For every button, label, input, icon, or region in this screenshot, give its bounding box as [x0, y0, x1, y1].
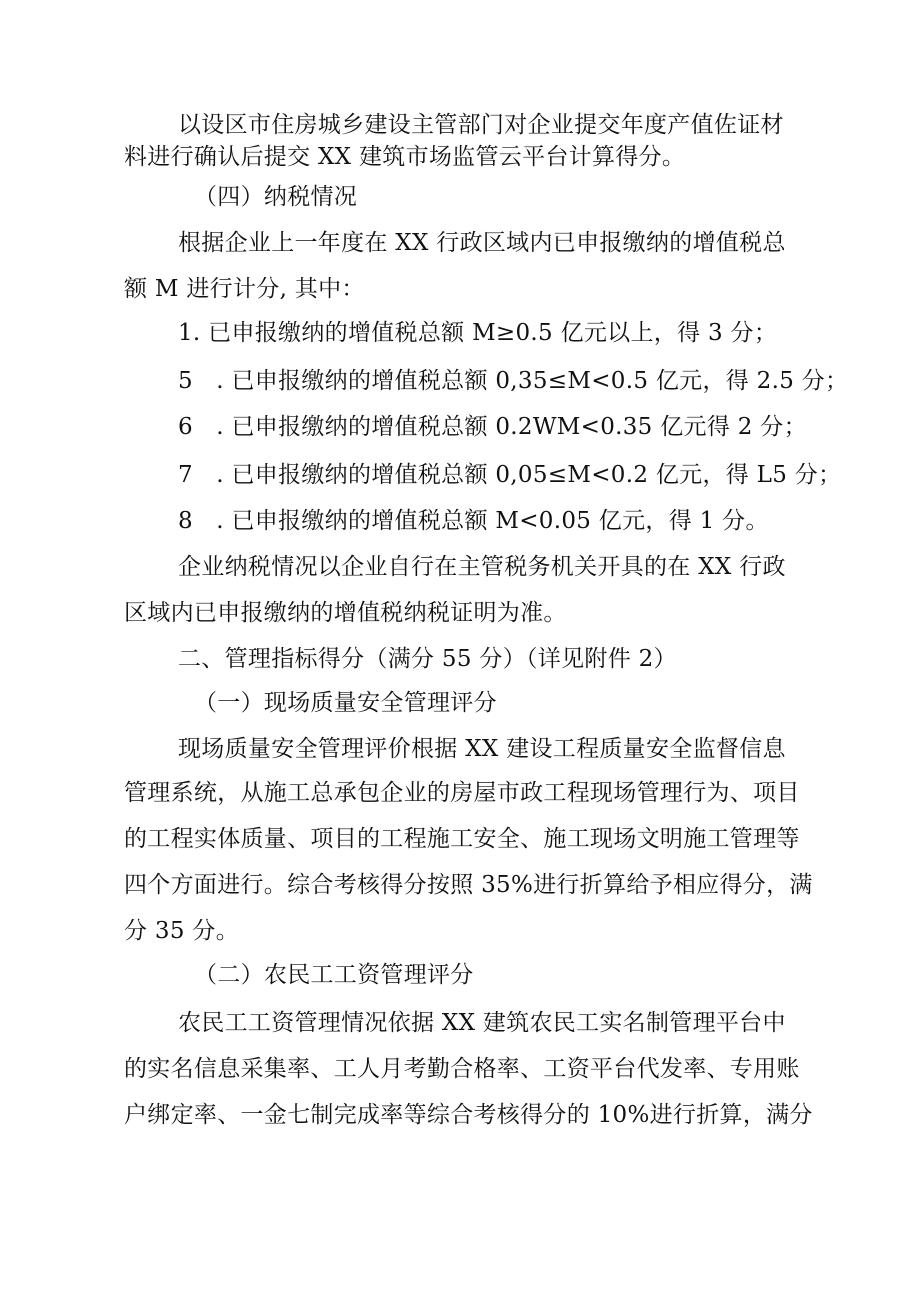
paragraph-line: 的工程实体质量、项目的工程施工安全、施工现场文明施工管理等: [124, 826, 800, 852]
paragraph-line: 管理系统，从施工总承包企业的房屋市政工程现场管理行为、项目: [124, 780, 800, 806]
paragraph-line: 的实名信息采集率、工人月考勤合格率、工资平台代发率、专用账: [124, 1056, 800, 1082]
paragraph-line: 农民工工资管理情况依据 XX 建筑农民工实名制管理平台中: [178, 1010, 786, 1036]
list-item: 6 . 已申报缴纳的增值税总额 0.2WM<0.35 亿元得 2 分；: [178, 414, 807, 440]
paragraph-line: 以设区市住房城乡建设主管部门对企业提交年度产值佐证材: [178, 112, 784, 138]
section-heading-management: 二、管理指标得分（满分 55 分）（详见附件 2）: [178, 646, 677, 672]
paragraph-line: 四个方面进行。综合考核得分按照 35%进行折算给予相应得分，满: [124, 872, 813, 898]
paragraph-line: 分 35 分。: [124, 918, 239, 944]
paragraph-line: 户绑定率、一金七制完成率等综合考核得分的 10%进行折算，满分: [124, 1102, 813, 1128]
paragraph-line: 企业纳税情况以企业自行在主管税务机关开具的在 XX 行政: [178, 554, 786, 580]
paragraph-line: 现场质量安全管理评价根据 XX 建设工程质量安全监督信息: [178, 736, 786, 762]
section-heading-site: （一）现场质量安全管理评分: [194, 690, 497, 716]
list-item: 8 . 已申报缴纳的增值税总额 M<0.05 亿元，得 1 分。: [178, 508, 769, 534]
paragraph-line: 根据企业上一年度在 XX 行政区域内已申报缴纳的增值税总: [178, 230, 786, 256]
section-heading-wages: （二）农民工工资管理评分: [194, 962, 474, 988]
section-heading-tax: （四）纳税情况: [194, 184, 358, 210]
paragraph-line: 额 M 进行计分, 其中：: [124, 276, 365, 302]
paragraph-line: 区域内已申报缴纳的增值税纳税证明为准。: [124, 600, 567, 626]
list-item: 7 . 已申报缴纳的增值税总额 0,05≤M<0.2 亿元，得 L5 分；: [178, 462, 842, 488]
paragraph-line: 料进行确认后提交 XX 建筑市场监管云平台计算得分。: [124, 144, 686, 170]
list-item: 5 . 已申报缴纳的增值税总额 0,35≤M<0.5 亿元，得 2.5 分；: [178, 368, 849, 394]
list-item: 1. 已申报缴纳的增值税总额 M≥0.5 亿元以上，得 3 分；: [178, 320, 778, 346]
